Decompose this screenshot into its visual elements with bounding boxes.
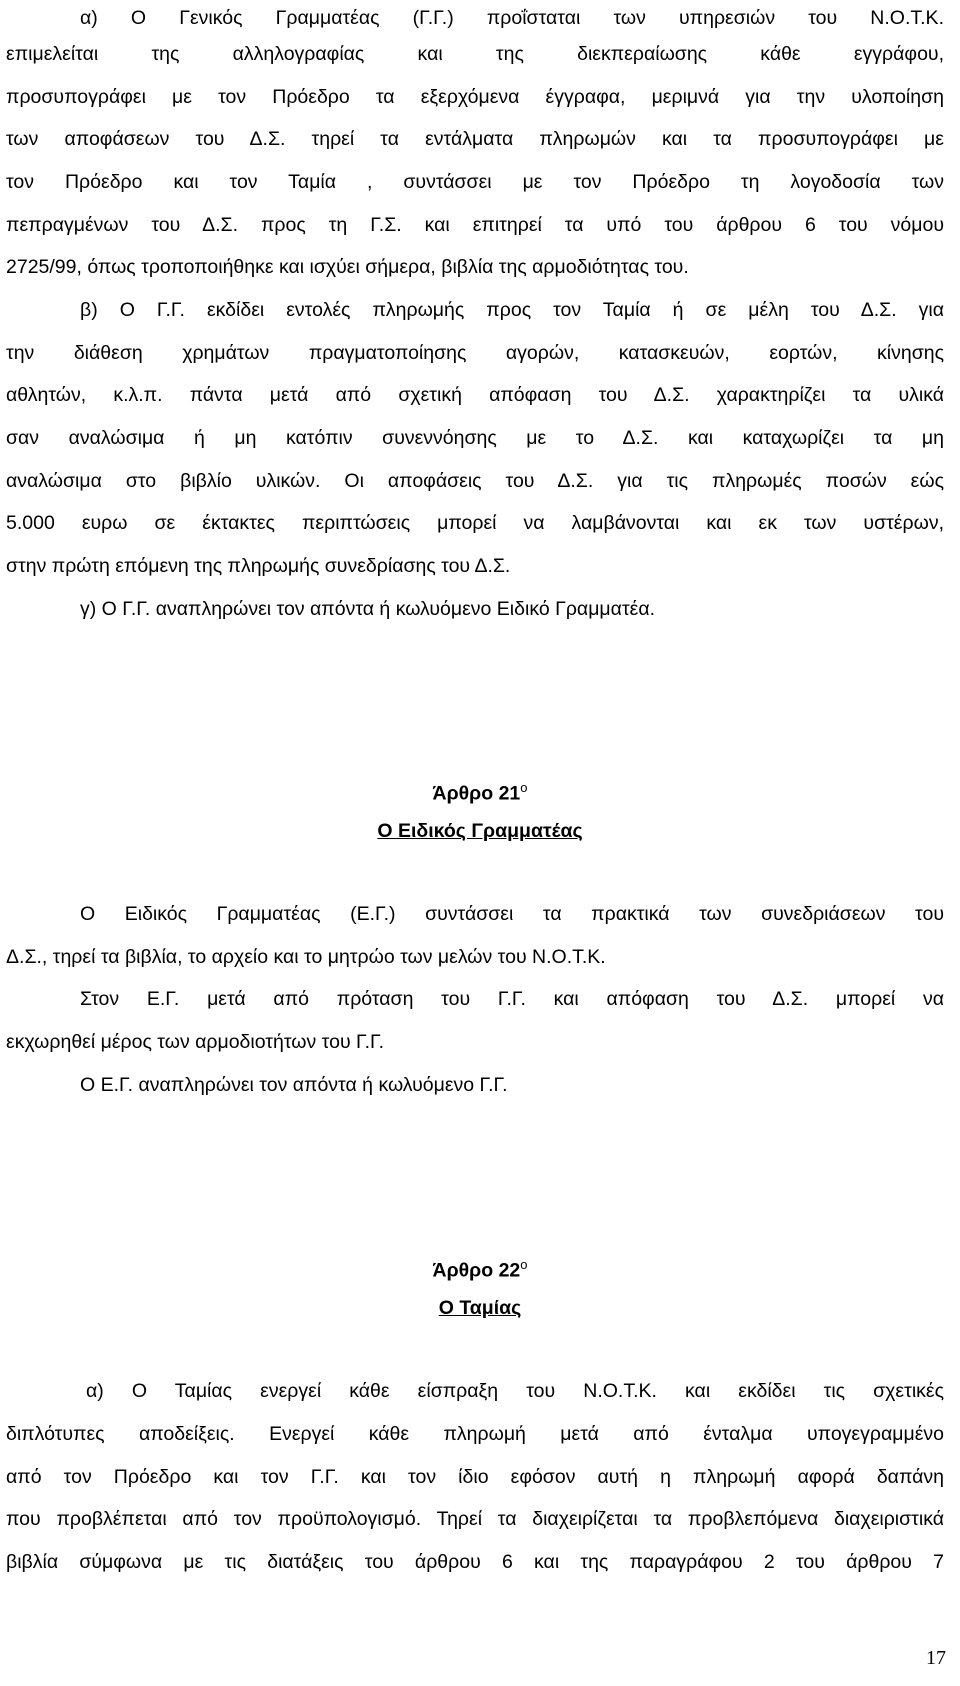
article-21-line-1: Ο Ειδικός Γραμματέας (Ε.Γ.) συντάσσει τα πρακτικά των συνεδριάσεων του: [80, 903, 944, 925]
article-22-heading: Άρθρο $22^o$: [432, 1257, 528, 1282]
article-21-heading: Άρθρο $21^o$: [432, 780, 528, 805]
page-number: 17: [926, 1647, 946, 1669]
article-22-line-2: διπλότυπες αποδείξεις. Ενεργεί κάθε πληρωμή μετά από ένταλμα υπογεγραμμένο: [6, 1423, 944, 1445]
ordinal-marker: ο: [520, 1257, 528, 1272]
paragraph-b-line-7: στην πρώτη επόμενη της πληρωμής συνεδρίασης του Δ.Σ.: [6, 555, 511, 577]
article-21-title-text: Ο Ειδικός Γραμματέας: [377, 820, 583, 842]
ordinal-marker: ο: [520, 780, 528, 795]
paragraph-b-line-4: σαν αναλώσιμα ή μη κατόπιν συνεννόησης με το Δ.Σ. και καταχωρίζει τα μη: [6, 427, 944, 449]
article-21-line-4: εκχωρηθεί μέρος των αρμοδιοτήτων του Γ.Γ.: [6, 1031, 385, 1053]
paragraph-b-line-6: 5.000 ευρω σε έκτακτες περιπτώσεις μπορεί να λαμβάνονται και εκ των υστέρων,: [6, 512, 944, 534]
paragraph-c-line: γ) Ο Γ.Γ. αναπληρώνει τον απόντα ή κωλυόμενο Ειδικό Γραμματέα.: [80, 598, 656, 620]
paragraph-a-line-2: επιμελείται της αλληλογραφίας και της διεκπεραίωσης κάθε εγγράφου,: [6, 43, 944, 65]
paragraph-a-line-5: τον Πρόεδρο και τον Ταμία , συντάσσει με τον Πρόεδρο τη λογοδοσία των: [6, 171, 944, 193]
article-22-line-1: α) Ο Ταμίας ενεργεί κάθε είσπραξη του Ν.Ο.Τ.Κ. και εκδίδει τις σχετικές: [86, 1380, 944, 1402]
paragraph-a-line-3: προσυπογράφει με τον Πρόεδρο τα εξερχόμενα έγγραφα, μεριμνά για την υλοποίηση: [6, 86, 944, 108]
article-21-title: [0, 819, 960, 843]
article-22-line-5: βιβλία σύμφωνα με τις διατάξεις του άρθρου 6 και της παραγράφου 2 του άρθρου 7: [6, 1551, 944, 1573]
paragraph-a-line-1: α) Ο Γενικός Γραμματέας (Γ.Γ.) προΐσταται των υπηρεσιών του Ν.Ο.Τ.Κ.: [80, 7, 944, 29]
article-21-line-3: Στον Ε.Γ. μετά από πρόταση του Γ.Γ. και απόφαση του Δ.Σ. μπορεί να: [80, 988, 944, 1010]
article-21-line-5: Ο Ε.Γ. αναπληρώνει τον απόντα ή κωλυόμενο Γ.Γ.: [80, 1074, 508, 1096]
article-22-title-text: Ο Ταμίας: [438, 1297, 522, 1319]
article-22-title: [0, 1296, 960, 1320]
article-22-line-3: από τον Πρόεδρο και τον Γ.Γ. και τον ίδιο εφόσον αυτή η πληρωμή αφορά δαπάνη: [6, 1466, 944, 1488]
paragraph-b-line-2: την διάθεση χρημάτων πραγματοποίησης αγορών, κατασκευών, εορτών, κίνησης: [6, 342, 944, 364]
paragraph-b-line-5: αναλώσιμα στο βιβλίο υλικών. Οι αποφάσεις του Δ.Σ. για τις πληρωμές ποσών εώς: [6, 470, 944, 492]
paragraph-a-line-6: πεπραγμένων του Δ.Σ. προς τη Γ.Σ. και επιτηρεί τα υπό του άρθρου 6 του νόμου: [6, 214, 944, 236]
article-21-line-2: Δ.Σ., τηρεί τα βιβλία, το αρχείο και το μητρώο των μελών του Ν.Ο.Τ.Κ.: [6, 946, 606, 968]
article-22-line-4: που προβλέπεται από τον προϋπολογισμό. Τηρεί τα διαχειρίζεται τα προβλεπόμενα διαχειριστικά: [6, 1508, 944, 1530]
paragraph-b-line-1: β) Ο Γ.Γ. εκδίδει εντολές πληρωμής προς τον Ταμία ή σε μέλη του Δ.Σ. για: [80, 299, 944, 321]
paragraph-a-line-4: των αποφάσεων του Δ.Σ. τηρεί τα εντάλματα πληρωμών και τα προσυπογράφει με: [6, 128, 944, 150]
paragraph-b-line-3: αθλητών, κ.λ.π. πάντα μετά από σχετική απόφαση του Δ.Σ. χαρακτηρίζει τα υλικά: [6, 384, 944, 406]
paragraph-a-line-7: 2725/99, όπως τροποποιήθηκε και ισχύει σήμερα, βιβλία της αρμοδιότητας του.: [6, 256, 689, 278]
